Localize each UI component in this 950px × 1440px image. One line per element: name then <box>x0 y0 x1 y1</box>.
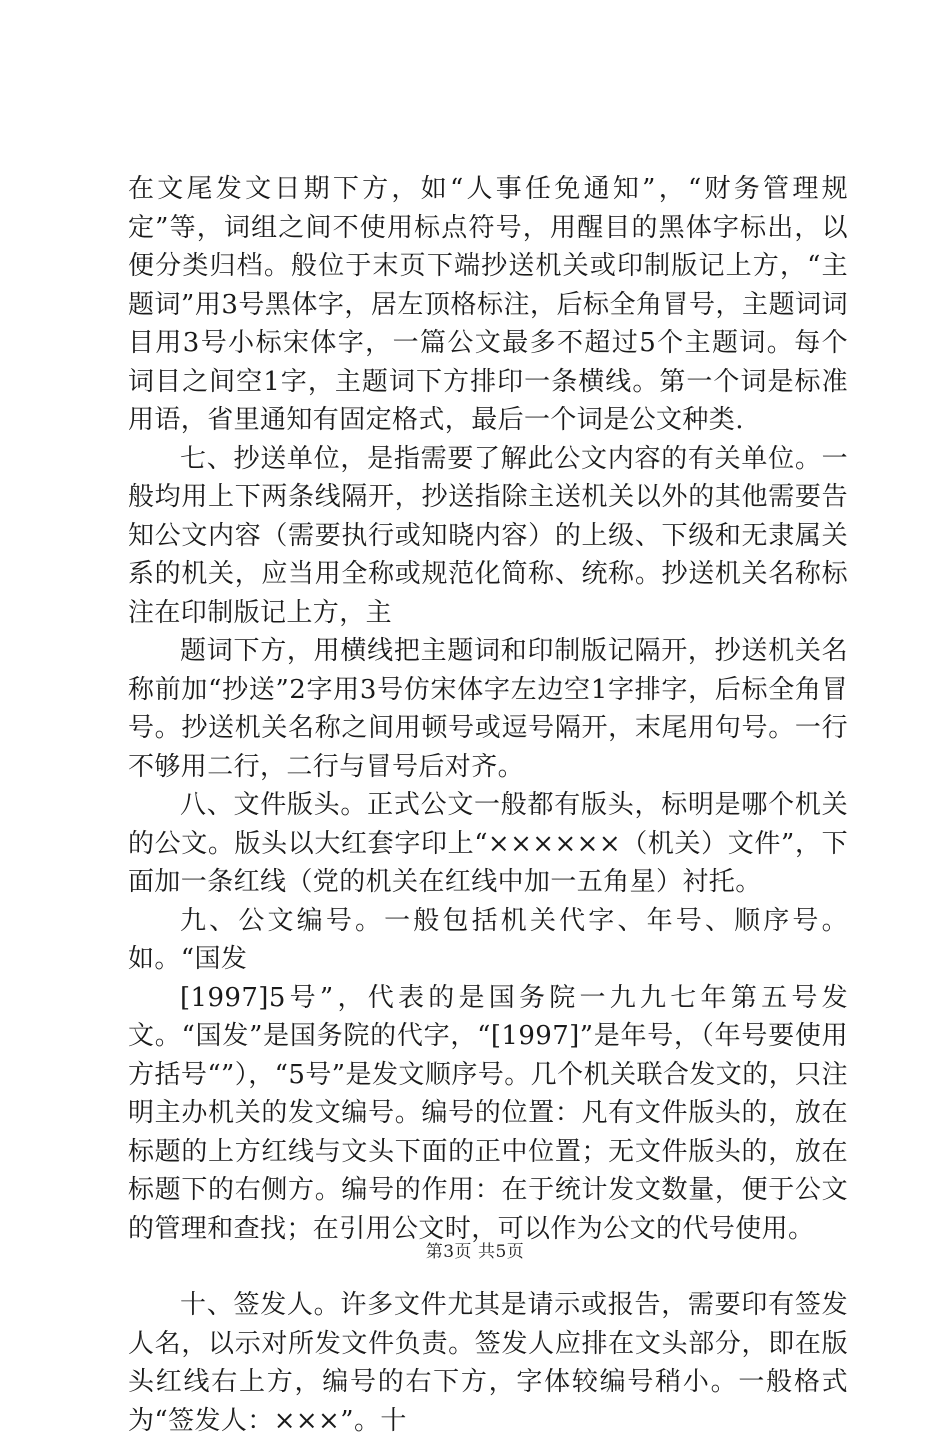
paragraph-section-7-cc-units: 七、抄送单位，是指需要了解此公文内容的有关单位。一般均用上下两条线隔开，抄送指除主送机关以外的其他需要告知公文内容（需要执行或知晓内容）的上级、下级和无隶属关系的机关，应当用全称或规范化简称、统称。抄送机关名称标注在印制版记上方，主 <box>128 443 848 628</box>
paragraph-section-7-continued: 题词下方，用横线把主题词和印制版记隔开，抄送机关名称前加“抄送”2字用3号仿宋体字左边空1字排字，后标全角冒号。抄送机关名称之间用顿号或逗号隔开，末尾用句号。一行不够用二行，二行与冒号后对齐。 <box>128 636 848 782</box>
paragraph-section-8-letterhead: 八、文件版头。正式公文一般都有版头，标明是哪个机关的公文。版头以大红套字印上“××××××（机关）文件”，下面加一条红线（党的机关在红线中加一五角星）衬托。 <box>128 790 848 897</box>
page-number-footer: 第3页 共5页 <box>425 1242 525 1262</box>
paragraph-subject-words: 在文尾发文日期下方，如“人事任免通知”，“财务管理规定”等，词组之间不使用标点符号，用醒目的黑体字标出，以便分类归档。般位于末页下端抄送机关或印制版记上方，“主题词”用3号黑体字，居左顶格标注，后标全角冒号，主题词词目用3号小标宋体字，一篇公文最多不超过5个主题词。每个词目之间空1字，主题词下方排印一条横线。第一个词是标准用语，省里通知有固定格式，最后一个词是公文种类. <box>128 174 848 435</box>
paragraph-section-9-continued: [1997]5号”，代表的是国务院一九九七年第五号发文。“国发”是国务院的代字，“[1997]”是年号，（年号要使用方括号“”），“5号”是发文顺序号。几个机关联合发文的，只注明主办机关的发文编号。编号的位置：凡有文件版头的，放在标题的上方红线与文头下面的正中位置；无文件版头的，放在标题下的右侧方。编号的作用：在于统计发文数量，便于公文的管理和查找；在引用公文时，可以作为公文的代号使用。 <box>128 982 848 1244</box>
paragraph-section-10-signer: 十、签发人。许多文件尤其是请示或报告，需要印有签发人名，以示对所发文件负责。签发人应排在文头部分，即在版头红线右上方，编号的右下方，字体较编号稍小。一般格式为“签发人：×××”。十 <box>128 1290 848 1436</box>
paragraph-section-9-document-number: 九、公文编号。一般包括机关代字、年号、顺序号。如。“国发 <box>128 905 848 974</box>
